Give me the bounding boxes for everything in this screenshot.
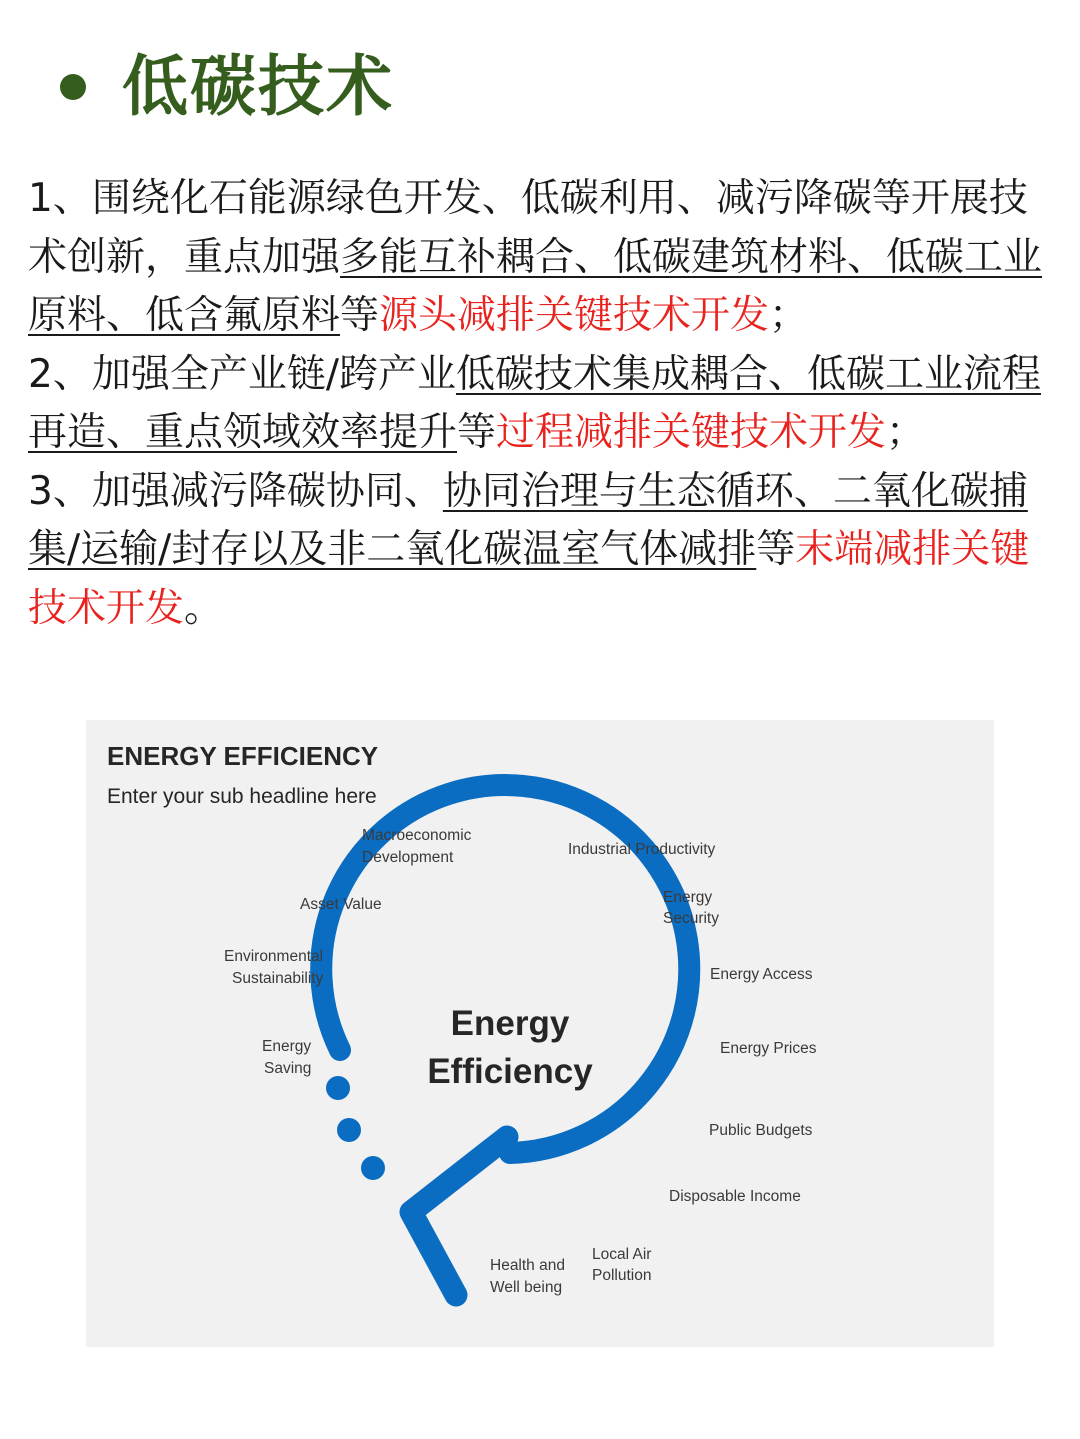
- paragraph-3: [28, 463, 1058, 639]
- label-macroeconomic-1: Macroeconomic: [362, 827, 472, 844]
- label-local-air-pollution-1: Local Air: [592, 1246, 652, 1263]
- label-energy-security-2: Security: [663, 910, 719, 927]
- paragraph-3-suffix: 。: [184, 585, 224, 631]
- label-health-2: Well being: [490, 1279, 563, 1296]
- label-public-budgets: Public Budgets: [709, 1122, 813, 1139]
- paragraph-2-prefix: 2、加强全产业链/跨产业: [28, 351, 456, 397]
- paragraph-3-underlined: 协同治理与生态循环、二氧化碳捕集/运输/封存以及非二氧化碳温室气体减排: [28, 468, 1028, 572]
- paragraph-2: [28, 346, 1058, 463]
- label-environmental-1: Environmental: [224, 948, 324, 965]
- label-disposable-income: Disposable Income: [669, 1188, 801, 1205]
- label-macroeconomic-2: Development: [362, 849, 454, 866]
- label-health-1: Health and: [490, 1257, 565, 1274]
- figure-subtitle: Enter your sub headline here: [107, 785, 377, 808]
- energy-efficiency-figure: [86, 720, 994, 1347]
- label-environmental-2: Sustainability: [232, 970, 324, 987]
- center-label-line2: Efficiency: [427, 1052, 593, 1091]
- paragraph-2-underlined: 低碳技术集成耦合、低碳工业流程再造、重点领域效率提升: [28, 351, 1041, 455]
- paragraph-3-highlight: 末端减排关键技术开发: [28, 527, 1030, 631]
- paragraph-3-mid: 等: [756, 527, 796, 572]
- paragraph-2-mid: 等: [457, 410, 497, 455]
- body-text: [28, 170, 1058, 638]
- trail-dot-2: [337, 1118, 361, 1142]
- label-energy-saving-2: Saving: [264, 1060, 312, 1077]
- center-label-line1: Energy: [450, 1004, 570, 1043]
- paragraph-1-highlight: 源头减排关键技术开发: [379, 293, 770, 338]
- paragraph-1-underlined: 多能互补耦合、低碳建筑材料、低碳工业原料、低含氟原料: [28, 234, 1043, 338]
- paragraph-1-mid: 等: [340, 293, 380, 338]
- label-industrial-productivity: Industrial Productivity: [568, 841, 716, 858]
- heading-row: [60, 42, 394, 132]
- paragraph-2-highlight: 过程减排关键技术开发: [496, 410, 887, 455]
- paragraph-1: [28, 170, 1058, 346]
- paragraph-1-suffix: ；: [769, 293, 809, 338]
- label-energy-saving-1: Energy: [262, 1038, 312, 1055]
- paragraph-3-prefix: 3、加强减污降碳协同、: [28, 468, 443, 514]
- paragraph-2-suffix: ；: [886, 410, 926, 455]
- label-asset-value: Asset Value: [300, 896, 382, 913]
- trail-dot-1: [326, 1076, 350, 1100]
- page-title: 低碳技术: [122, 48, 394, 125]
- label-energy-security-1: Energy: [663, 889, 713, 906]
- label-energy-prices: Energy Prices: [720, 1040, 817, 1057]
- label-energy-access: Energy Access: [710, 966, 813, 983]
- paragraph-1-prefix: 1、围绕化石能源绿色开发、低碳利用、减污降碳等开展技术创新，重点加强: [28, 176, 1028, 280]
- trail-dot-3: [361, 1156, 385, 1180]
- energy-efficiency-diagram: [86, 720, 994, 1347]
- label-local-air-pollution-2: Pollution: [592, 1267, 652, 1284]
- figure-title: ENERGY EFFICIENCY: [107, 741, 379, 771]
- bullet-dot-icon: [60, 74, 86, 100]
